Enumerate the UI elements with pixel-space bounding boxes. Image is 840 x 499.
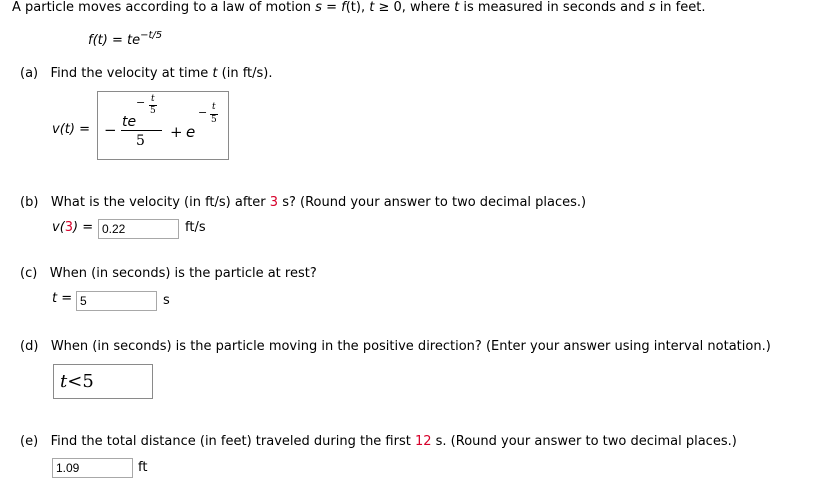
part-a-question-suffix: (in ft/s). [217, 66, 273, 81]
part-e-question-suffix: s. (Round your answer to two decimal places.) [431, 434, 737, 449]
positive-direction-interval-answer[interactable] [53, 364, 153, 399]
part-a-question-var: t [212, 66, 218, 81]
intro-where-t: t [454, 0, 460, 15]
part-b-question-prefix: What is the velocity (in ft/s) after [50, 195, 270, 210]
part-a-question-prefix: Find the velocity at time [50, 66, 213, 81]
part-b-question [20, 195, 586, 210]
intro-prefix: A particle moves according to a law of motion [12, 0, 316, 15]
plus-sign: + [170, 123, 183, 141]
e-base: e [186, 123, 196, 141]
part-c-eq: = [61, 291, 73, 306]
part-e-unit: ft [138, 460, 148, 475]
intro-eq: = [321, 0, 342, 15]
e-exp-num: t [212, 102, 216, 112]
fraction-denominator: 5 [136, 133, 145, 149]
part-a-question [20, 66, 273, 81]
part-a-answer-lhs [52, 122, 90, 137]
velocity-at-3-input[interactable]: 0.22 [98, 219, 179, 239]
part-e-question [20, 434, 737, 449]
part-d-question-text: When (in seconds) is the particle moving in the positive direction? (Enter your answer using interval notation.) [50, 339, 771, 354]
part-c-label: (c) [20, 266, 38, 281]
part-b-lhs-value: 3 [64, 220, 74, 235]
part-b-eq: = [82, 220, 94, 235]
intro-args: (t), [345, 0, 370, 15]
part-d-label: (d) [20, 339, 39, 354]
function-eq: = [107, 33, 127, 48]
part-b-label: (b) [20, 195, 39, 210]
velocity-expression-answer[interactable] [97, 91, 229, 160]
part-d-answer-op: < [67, 371, 83, 392]
intro-suffix: in feet. [655, 0, 706, 15]
function-definition [88, 30, 163, 48]
part-b-lhs-suffix: ) [73, 220, 79, 235]
part-e-question-value: 12 [414, 434, 432, 449]
main-fraction-bar [121, 130, 162, 131]
part-c-lhs: t [52, 291, 58, 306]
e-exp-den: 5 [211, 115, 217, 125]
part-c-answer-lhs [52, 291, 72, 306]
e-exp-minus: − [198, 106, 208, 119]
function-lhs: f(t) [88, 33, 108, 48]
part-a-label: (a) [20, 66, 39, 81]
intro-cond: ≥ 0, where [374, 0, 455, 15]
part-d-answer-num: 5 [82, 371, 94, 392]
intro-var-t: t [369, 0, 375, 15]
part-c-question [20, 266, 317, 281]
fraction-numerator-base: te [122, 114, 137, 130]
intro-f: f [341, 0, 346, 15]
intro-var-s: s [315, 0, 322, 15]
numerator-exp-den: 5 [150, 106, 156, 116]
part-b-question-value: 3 [269, 195, 279, 210]
part-b-question-suffix: s? (Round your answer to two decimal places.) [278, 195, 587, 210]
numerator-exp-num: t [151, 94, 155, 104]
part-e-label: (e) [20, 434, 39, 449]
part-b-unit: ft/s [185, 220, 206, 235]
velocity-function-label: v(t) [52, 122, 75, 137]
problem-statement [12, 0, 705, 15]
total-distance-input[interactable]: 1.09 [52, 458, 133, 478]
rest-time-input[interactable]: 5 [76, 291, 157, 311]
intro-where-s: s [648, 0, 656, 15]
intro-mid: is measured in seconds and [459, 0, 649, 15]
part-c-question-text: When (in seconds) is the particle at rest? [49, 266, 317, 281]
part-a-eq: = [79, 122, 90, 137]
part-d-question [20, 339, 771, 354]
part-c-unit: s [163, 293, 170, 308]
leading-minus: − [104, 121, 117, 139]
part-d-answer-var: t [60, 371, 68, 392]
function-base: te [127, 33, 141, 48]
part-b-lhs-prefix: v( [52, 220, 65, 235]
part-d-answer-expression [60, 371, 94, 392]
part-b-answer-lhs [52, 220, 93, 235]
function-exponent: −t/5 [140, 30, 163, 41]
numerator-exp-minus: − [136, 96, 146, 109]
part-e-question-prefix: Find the total distance (in feet) traveled during the first [50, 434, 415, 449]
